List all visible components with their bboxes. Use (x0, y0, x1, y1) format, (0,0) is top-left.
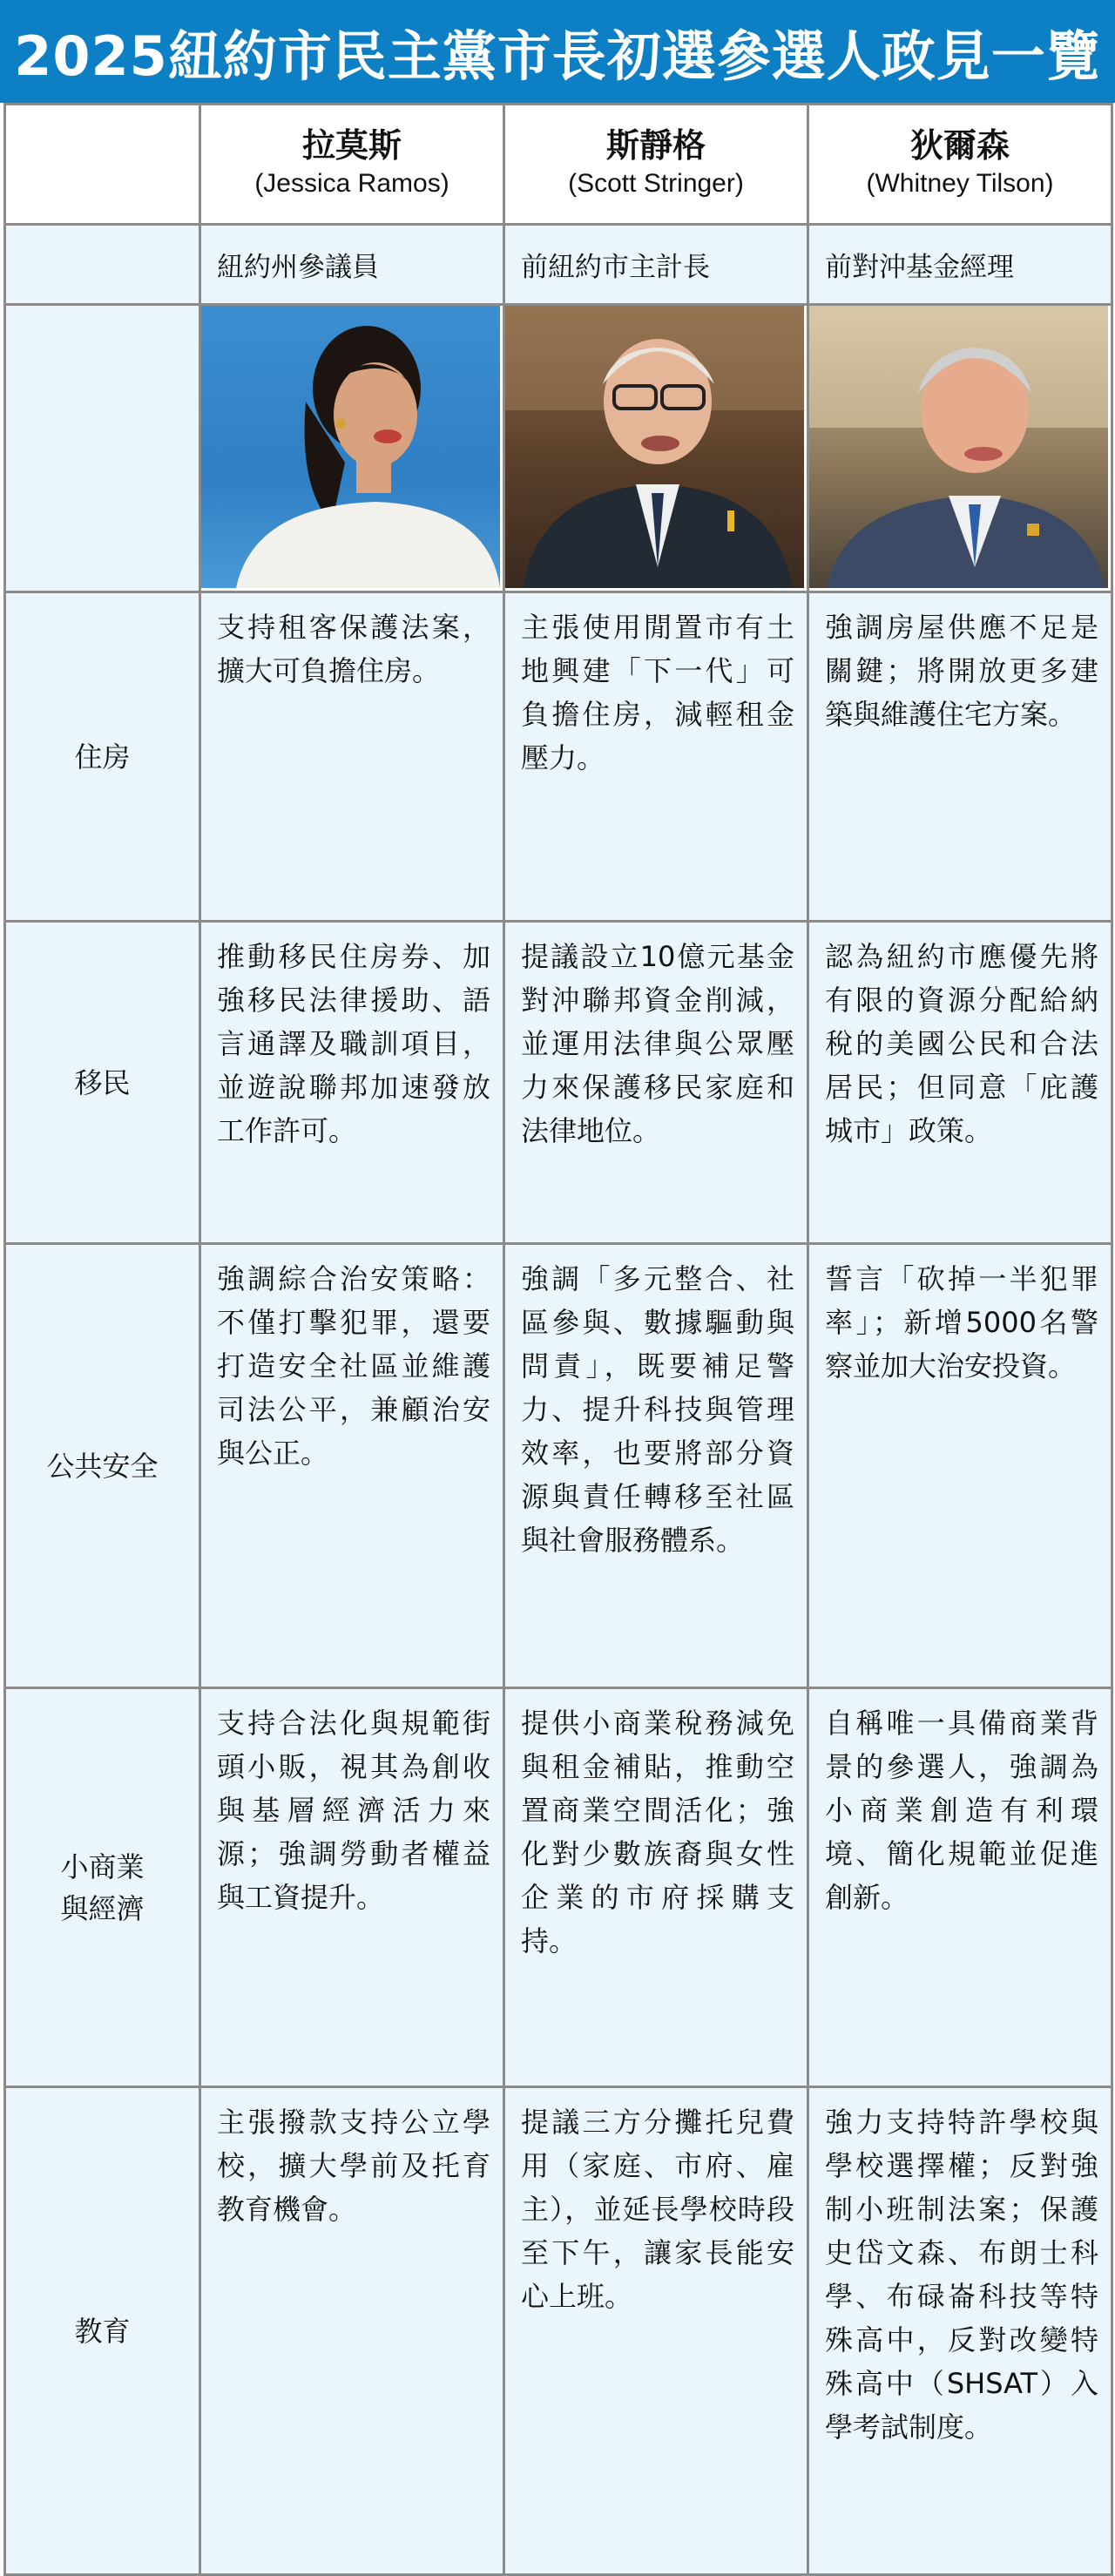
topic-line: 小商業 (60, 1849, 145, 1883)
role-text: 前紐約市主計長 (521, 252, 710, 283)
policy-text: 強力支持特許學校與學校選擇權；反對強制小班制法案；保護史岱文森、布朗士科學、布碌崙科技等特殊高中，反對改變特殊高中（SHSAT）入學考試制度。 (825, 2106, 1098, 2444)
role-text: 紐約州參議員 (217, 252, 379, 283)
candidate-photo-2 (504, 305, 808, 592)
candidate-english-name: (Whitney Tilson) (866, 169, 1054, 198)
policy-cell (504, 592, 808, 922)
candidate-photo-1 (200, 305, 504, 592)
policy-text: 自稱唯一具備商業背景的參選人，強調為小商業創造有利環境、簡化規範並促進創新。 (825, 1707, 1098, 1914)
candidate-header-3 (808, 105, 1112, 225)
topic-cell (5, 592, 200, 922)
candidate-photo-3 (808, 305, 1112, 592)
candidate-role-1 (200, 225, 504, 305)
candidate-name-row (5, 105, 1112, 225)
candidate-name: 斯靜格 (605, 126, 706, 165)
corner-cell (5, 305, 200, 592)
page-title: 2025紐約市民主黨市長初選參選人政見一覽 (14, 24, 1101, 88)
corner-cell (5, 105, 200, 225)
policy-row-small-business (5, 1688, 1112, 2087)
policy-row-immigration (5, 922, 1112, 1244)
policy-text: 主張使用閒置市有土地興建「下一代」可負擔住房，減輕租金壓力。 (521, 611, 794, 774)
policy-cell (808, 1688, 1112, 2087)
topic-label (6, 1689, 199, 2086)
candidate-photo-row (5, 305, 1112, 592)
policy-text: 主張撥款支持公立學校，擴大學前及托育教育機會。 (217, 2106, 490, 2226)
topic-label (6, 2088, 199, 2573)
topic-cell (5, 1688, 200, 2087)
policy-text: 誓言「砍掉一半犯罪率」；新增5000名警察並加大治安投資。 (825, 1262, 1098, 1383)
topic-label (6, 593, 199, 920)
portrait-image (505, 306, 804, 588)
policy-text: 認為紐約市應優先將有限的資源分配給納稅的美國公民和合法居民；但同意「庇護城市」政策。 (825, 940, 1098, 1147)
policy-cell (808, 2087, 1112, 2575)
policy-row-public-safety (5, 1244, 1112, 1688)
topic-label (6, 923, 199, 1242)
policy-text: 強調綜合治安策略：不僅打擊犯罪，還要打造安全社區並維護司法公平，兼顧治安與公正。 (217, 1262, 490, 1470)
candidate-name: 狄爾森 (909, 126, 1010, 165)
comparison-table (3, 103, 1113, 2576)
policy-cell (200, 592, 504, 922)
title-bar (0, 0, 1115, 103)
topic-line: 教育 (74, 2314, 131, 2348)
candidate-photo (505, 306, 804, 588)
policy-row-housing (5, 592, 1112, 922)
candidate-english-name: (Scott Stringer) (568, 169, 744, 198)
policy-cell (200, 1688, 504, 2087)
policy-cell (200, 1244, 504, 1688)
policy-cell (504, 1244, 808, 1688)
policy-cell (200, 2087, 504, 2575)
role-text: 前對沖基金經理 (825, 252, 1014, 283)
topic-cell (5, 1244, 200, 1688)
policy-text: 提議設立10億元基金對沖聯邦資金削減，並運用法律與公眾壓力來保護移民家庭和法律地位。 (521, 940, 794, 1147)
policy-cell (504, 922, 808, 1244)
candidate-role-row (5, 225, 1112, 305)
policy-cell (504, 1688, 808, 2087)
policy-text: 推動移民住房券、加強移民法律援助、語言通譯及職訓項目，並遊說聯邦加速發放工作許可。 (217, 940, 490, 1147)
candidate-english-name: (Jessica Ramos) (254, 169, 449, 198)
policy-row-education (5, 2087, 1112, 2575)
candidate-role-3 (808, 225, 1112, 305)
candidate-header-1 (200, 105, 504, 225)
policy-text: 支持合法化與規範街頭小販，視其為創收與基層經濟活力來源；強調勞動者權益與工資提升。 (217, 1707, 490, 1914)
candidate-role-2 (504, 225, 808, 305)
policy-cell (808, 922, 1112, 1244)
candidate-photo (201, 306, 500, 588)
policy-cell (808, 1244, 1112, 1688)
policy-text: 提議三方分攤托兒費用（家庭、市府、雇主），並延長學校時段至下午，讓家長能安心上班。 (521, 2106, 794, 2313)
topic-cell (5, 2087, 200, 2575)
topic-line: 與經濟 (60, 1891, 145, 1925)
candidate-photo (809, 306, 1108, 588)
candidate-header-2 (504, 105, 808, 225)
topic-label (6, 1245, 199, 1687)
policy-text: 強調「多元整合、社區參與、數據驅動與問責」，既要補足警力、提升科技與管理效率，也要將部分資源與責任轉移至社區與社會服務體系。 (521, 1262, 794, 1557)
portrait-image (809, 306, 1108, 588)
topic-line: 公共安全 (46, 1449, 159, 1483)
policy-text: 提供小商業稅務減免與租金補貼，推動空置商業空間活化；強化對少數族裔與女性企業的市府採購支持。 (521, 1707, 794, 1957)
portrait-image (201, 306, 500, 588)
policy-cell (504, 2087, 808, 2575)
policy-cell (808, 592, 1112, 922)
policy-text: 支持租客保護法案，擴大可負擔住房。 (217, 611, 490, 687)
policy-cell (200, 922, 504, 1244)
topic-line: 住房 (74, 740, 131, 774)
policy-text: 強調房屋供應不足是關鍵；將開放更多建築與維護住宅方案。 (825, 611, 1098, 731)
topic-line: 移民 (74, 1065, 131, 1099)
topic-cell (5, 922, 200, 1244)
corner-cell (5, 225, 200, 305)
candidate-name: 拉莫斯 (301, 126, 402, 165)
